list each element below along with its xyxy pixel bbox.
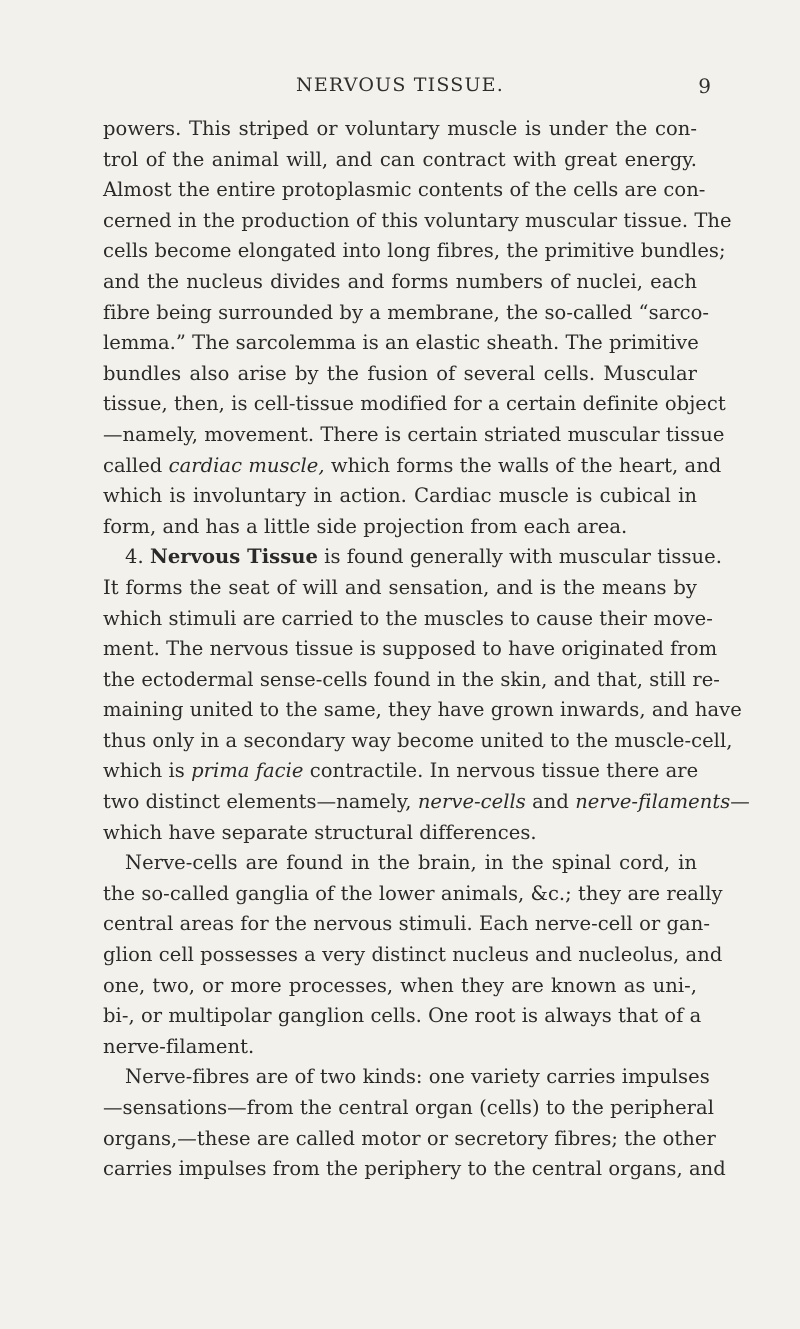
text-line: form, and has a little side projection from each area. <box>103 514 628 538</box>
text-line: fibre being surrounded by a membrane, the so-called “sarco- <box>103 300 710 324</box>
text-line: central areas for the nervous stimuli. Each nerve-cell or gan- <box>103 912 710 936</box>
section-heading: Nervous Tissue <box>149 545 318 569</box>
text-run: two distinct elements—namely, <box>103 790 418 814</box>
body-text <box>103 114 750 1185</box>
text-line: lemma.” The sarcolemma is an elastic sheath. The primitive <box>103 331 699 355</box>
text-line: tissue, then, is cell-tissue modified for a certain definite object <box>103 392 726 416</box>
text-run: is found generally with muscular tissue. <box>317 545 722 569</box>
text-line: nerve-filament. <box>103 1034 255 1058</box>
text-line: —sensations—from the central organ (cells) to the peripheral <box>103 1096 714 1119</box>
text-line: thus only in a secondary way become united to the muscle-cell, <box>103 728 733 752</box>
text-line: It forms the seat of will and sensation, and is the means by <box>103 575 697 599</box>
text-line: the ectodermal sense-cells found in the skin, and that, still re- <box>103 667 720 691</box>
text-line <box>103 451 722 482</box>
text-run: — <box>730 790 750 814</box>
text-line: powers. This striped or voluntary muscle is under the con- <box>103 117 697 140</box>
text-line: carries impulses from the periphery to the central organs, and <box>103 1157 726 1181</box>
running-title: NERVOUS TISSUE. <box>296 74 504 96</box>
text-run: which is <box>103 759 192 783</box>
text-line: cells become elongated into long fibres, the primitive bundles; <box>103 239 726 263</box>
text-line: which is involuntary in action. Cardiac muscle is cubical in <box>103 484 697 508</box>
text-run: and <box>525 790 576 814</box>
text-line <box>103 787 750 818</box>
text-run: called <box>103 453 169 477</box>
text-line: Nerve-cells are found in the brain, in the spinal cord, in <box>125 851 697 875</box>
text-line: bi-, or multipolar ganglion cells. One root is always that of a <box>103 1004 702 1028</box>
text-line: maining united to the same, they have grown inwards, and have <box>103 698 742 722</box>
text-line: —namely, movement. There is certain striated muscular tissue <box>103 422 725 446</box>
text-line: and the nucleus divides and forms numbers of nuclei, each <box>103 269 697 293</box>
text-line: bundles also arise by the fusion of several cells. Muscular <box>103 361 697 385</box>
text-line: which stimuli are carried to the muscles to cause their move- <box>103 606 713 630</box>
running-head <box>103 74 711 114</box>
italic-term: nerve-cells <box>417 790 526 814</box>
italic-term: nerve-filaments <box>575 790 731 814</box>
text-line: ment. The nervous tissue is supposed to have originated from <box>103 637 718 661</box>
text-line: the so-called ganglia of the lower animals, &c.; they are really <box>103 881 723 905</box>
italic-term: prima facie <box>191 759 304 783</box>
text-line: which have separate structural differences. <box>103 820 537 844</box>
text-line: Almost the entire protoplasmic contents of the cells are con- <box>103 178 706 202</box>
text-line: trol of the animal will, and can contract with great energy. <box>103 147 697 171</box>
text-line: cerned in the production of this voluntary muscular tissue. The <box>103 208 732 232</box>
text-line: glion cell possesses a very distinct nucleus and nucleolus, and <box>103 943 723 967</box>
section-heading-line <box>103 542 722 573</box>
page-number: 9 <box>698 74 711 98</box>
text-run: which forms the walls of the heart, and <box>324 453 722 477</box>
text-line: one, two, or more processes, when they are known as uni-, <box>103 973 697 997</box>
text-run: 4. <box>125 545 150 569</box>
text-run: contractile. In nervous tissue there are <box>303 759 699 783</box>
text-line: organs,—these are called motor or secretory fibres; the other <box>103 1126 716 1150</box>
text-line <box>103 756 697 787</box>
italic-term: cardiac muscle, <box>168 453 325 477</box>
text-line: Nerve-fibres are of two kinds: one variety carries impulses <box>125 1065 710 1089</box>
